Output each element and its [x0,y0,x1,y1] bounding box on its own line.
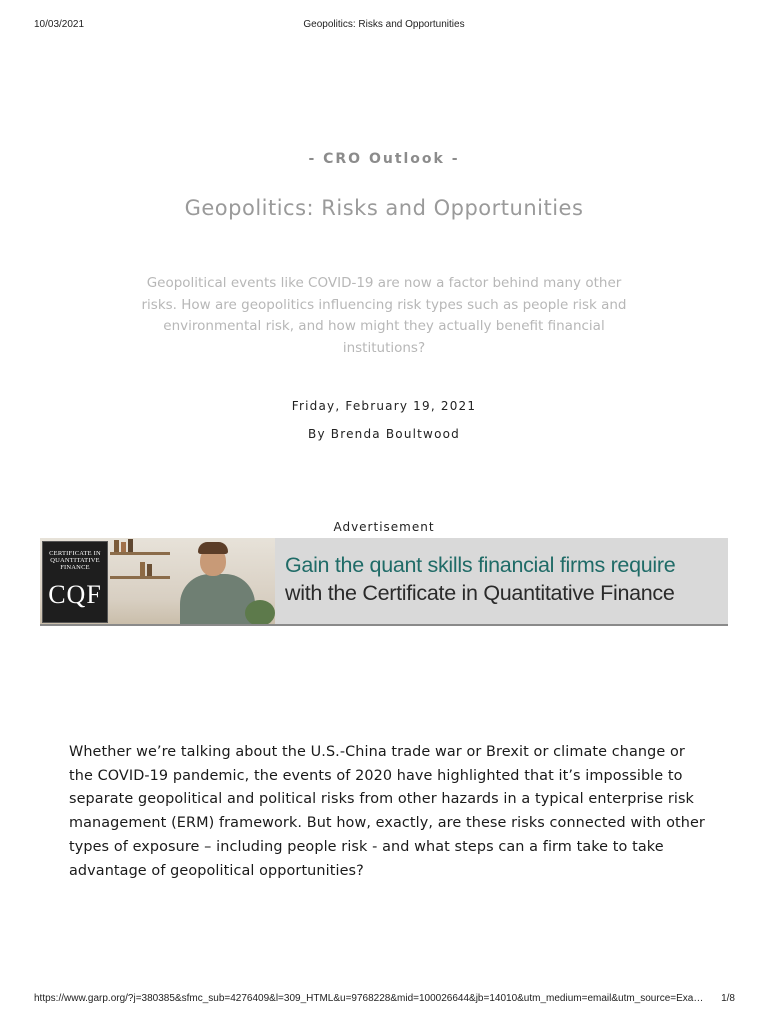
print-page-title: Geopolitics: Risks and Opportunities [303,19,465,30]
ad-photo [40,538,275,626]
book-graphic [121,542,126,552]
ad-headline-line1: Gain the quant skills financial firms require [285,553,676,577]
article-body-paragraph: Whether we’re talking about the U.S.-China trade war or Brexit or climate change or the COVID-19 pandemic, the events of 2020 have highlighted that it’s impossible to separate geopolitical and political risks from other hazards in a typical enterprise risk management (ERM) framework. But how, exactly, are these risks connected with other types of exposure – including people risk - and what steps can a firm take to take advantage of geopolitical opportunities? [69,744,705,879]
print-header [0,19,768,31]
cqf-logo [42,541,108,623]
book-graphic [128,539,133,552]
print-footer [0,993,768,1005]
person-body-graphic [180,574,255,626]
bookshelf-graphic [110,552,170,555]
cqf-logo-wordmark: CQF [48,580,102,609]
advertisement-label: Advertisement [333,520,435,534]
author-byline: By Brenda Boultwood [308,427,460,441]
ad-headline [285,551,725,607]
person-hair-graphic [198,542,228,554]
book-graphic [147,564,152,576]
book-graphic [114,540,119,552]
print-date: 10/03/2021 [34,19,85,30]
plant-graphic [245,600,275,626]
article-headline: Geopolitics: Risks and Opportunities [184,196,584,220]
advertisement-banner[interactable] [40,538,728,626]
print-page-number: 1/8 [721,993,735,1004]
book-graphic [140,562,145,576]
print-source-url: https://www.garp.org/?j=380385&sfmc_sub=4276409&l=309_HTML&u=9768228&mid=100026644&jb=14010&utm_medium=email&utm_source=Exa… [34,993,704,1004]
publish-date: Friday, February 19, 2021 [291,399,477,413]
article-dek: Geopolitical events like COVID-19 are now a factor behind many other risks. How are geopolitics influencing risk types such as people risk and environmental risk, and how might they actually benefit financial institutions? [141,275,627,356]
section-kicker: - CRO Outlook - [308,151,460,167]
ad-headline-line2: with the Certificate in Quantitative Finance [285,581,675,605]
bookshelf-graphic [110,576,170,579]
cqf-logo-subtitle: CERTIFICATE IN QUANTITATIVE FINANCE [49,550,101,571]
